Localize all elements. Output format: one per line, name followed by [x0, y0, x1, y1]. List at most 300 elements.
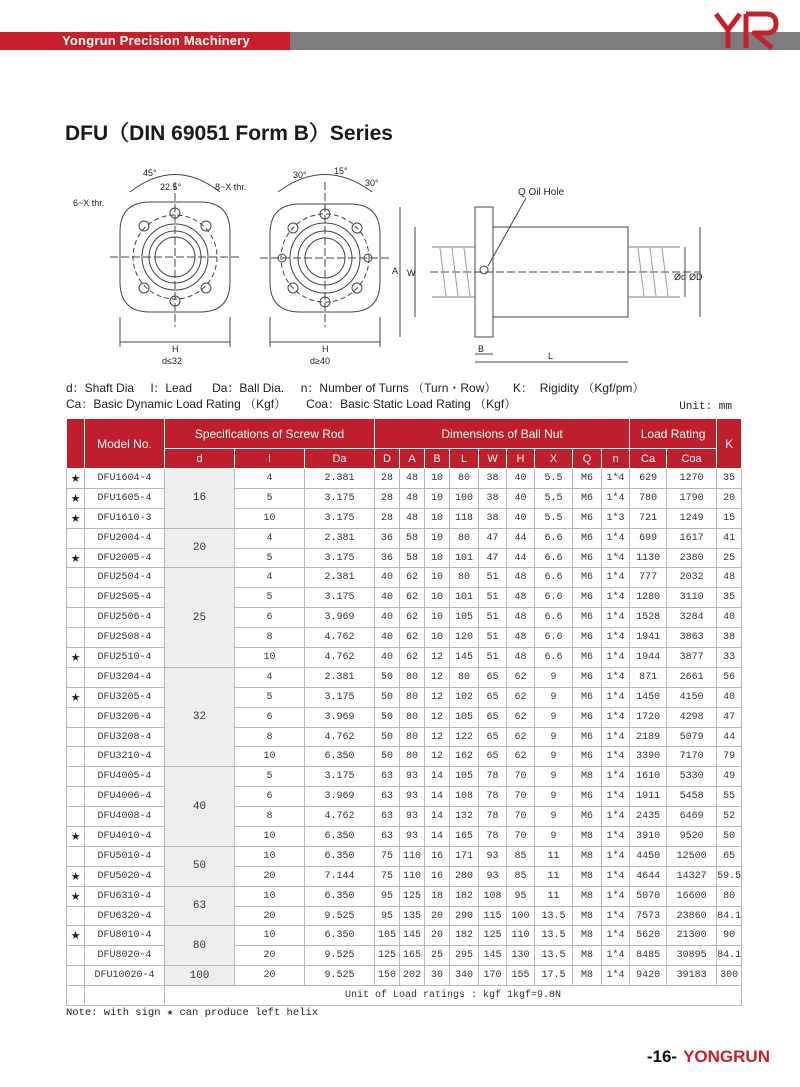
spec-cell: 1450: [630, 687, 667, 707]
spec-cell: 1944: [630, 648, 667, 668]
spec-cell: 80: [450, 469, 479, 489]
spec-cell: 80: [400, 747, 425, 767]
spec-cell: 36: [375, 528, 400, 548]
col-da: Da: [305, 449, 375, 469]
d-ge-40-label: d≥40: [310, 356, 330, 366]
spec-cell: 23860: [667, 906, 717, 926]
spec-cell: 50: [375, 727, 400, 747]
spec-cell: 1*4: [602, 787, 630, 807]
d-le-32-label: d≤32: [162, 356, 182, 366]
spec-cell: 1*4: [602, 548, 630, 568]
left-helix-star: ★: [67, 648, 85, 668]
spec-cell: 5620: [630, 926, 667, 946]
spec-cell: 93: [479, 866, 507, 886]
spec-cell: 25: [425, 946, 450, 966]
spec-cell: 65: [479, 667, 507, 687]
col-d: d: [165, 449, 235, 469]
spec-cell: 48: [400, 488, 425, 508]
col-n: n: [602, 449, 630, 469]
model-cell: DFU1610-3: [85, 508, 165, 528]
spec-cell: 10: [235, 648, 305, 668]
spec-cell: 10: [425, 568, 450, 588]
spec-cell: 85: [507, 846, 535, 866]
footer-brand: YONGRUN: [683, 1047, 770, 1066]
spec-cell: 11: [535, 846, 573, 866]
spec-cell: 1130: [630, 548, 667, 568]
model-cell: DFU2510-4: [85, 648, 165, 668]
spec-cell: 102: [450, 687, 479, 707]
spec-cell: 40: [717, 608, 742, 628]
spec-cell: 1790: [667, 488, 717, 508]
spec-cell: 48: [507, 608, 535, 628]
spec-cell: 78: [479, 827, 507, 847]
spec-table-body: [67, 469, 742, 986]
spec-cell: 63: [375, 767, 400, 787]
spec-cell: 2189: [630, 727, 667, 747]
spec-cell: 1*4: [602, 767, 630, 787]
spec-cell: 1610: [630, 767, 667, 787]
spec-cell: 780: [630, 488, 667, 508]
spec-cell: 721: [630, 508, 667, 528]
spec-cell: 10: [235, 846, 305, 866]
spec-cell: 28: [375, 508, 400, 528]
spec-cell: 340: [450, 966, 479, 986]
spec-cell: 84.1: [717, 946, 742, 966]
spec-cell: M8: [573, 966, 602, 986]
spec-cell: 30: [425, 966, 450, 986]
spec-cell: 12500: [667, 846, 717, 866]
technical-drawing: [60, 162, 740, 372]
spec-cell: 6.6: [535, 628, 573, 648]
spec-cell: 145: [450, 648, 479, 668]
spec-cell: 40: [507, 488, 535, 508]
spec-cell: 1911: [630, 787, 667, 807]
spec-cell: 80: [450, 667, 479, 687]
table-row: [67, 469, 742, 489]
spec-cell: 5: [235, 488, 305, 508]
spec-cell: 65: [479, 707, 507, 727]
spec-cell: M8: [573, 926, 602, 946]
model-cell: DFU5020-4: [85, 866, 165, 886]
angle-45: 45°: [143, 168, 157, 178]
angle-30-a: 30°: [293, 170, 307, 180]
spec-cell: M6: [573, 608, 602, 628]
spec-cell: 70: [507, 807, 535, 827]
spec-cell: 40: [375, 608, 400, 628]
shaft-dia-cell: 20: [165, 528, 235, 568]
spec-cell: 6: [235, 707, 305, 727]
spec-cell: 6.350: [305, 827, 375, 847]
star-header: [67, 419, 85, 469]
spec-cell: 9520: [667, 827, 717, 847]
spec-cell: 62: [507, 707, 535, 727]
spec-cell: 52: [717, 807, 742, 827]
table-row: [67, 846, 742, 866]
spec-cell: 28: [375, 488, 400, 508]
spec-cell: 93: [400, 827, 425, 847]
spec-cell: M6: [573, 807, 602, 827]
model-cell: DFU2508-4: [85, 628, 165, 648]
spec-cell: 1*4: [602, 608, 630, 628]
col-ca: Ca: [630, 449, 667, 469]
spec-cell: M6: [573, 568, 602, 588]
spec-cell: 11: [535, 866, 573, 886]
spec-cell: 10: [235, 926, 305, 946]
spec-cell: 20: [235, 866, 305, 886]
left-helix-star: [67, 946, 85, 966]
spec-cell: 280: [450, 866, 479, 886]
spec-cell: 38: [717, 628, 742, 648]
spec-cell: 51: [479, 628, 507, 648]
shaft-dia-cell: 16: [165, 469, 235, 529]
spec-cell: 35: [717, 588, 742, 608]
spec-cell: 1*4: [602, 568, 630, 588]
spec-cell: 51: [479, 608, 507, 628]
oil-hole-label: Q Oil Hole: [518, 187, 565, 198]
spec-cell: 2.381: [305, 528, 375, 548]
spec-cell: 1*4: [602, 628, 630, 648]
spec-cell: 3.175: [305, 687, 375, 707]
spec-cell: 9: [535, 707, 573, 727]
spec-cell: 3.969: [305, 707, 375, 727]
spec-cell: 3110: [667, 588, 717, 608]
spec-cell: 62: [400, 628, 425, 648]
model-cell: DFU1605-4: [85, 488, 165, 508]
col-d-nut: D: [375, 449, 400, 469]
spec-cell: 14: [425, 827, 450, 847]
left-helix-note: Note: with sign ★ can produce left helix: [66, 1007, 319, 1019]
spec-cell: M8: [573, 767, 602, 787]
spec-cell: 3.175: [305, 488, 375, 508]
model-cell: DFU5010-4: [85, 846, 165, 866]
load-rating-header: Load Rating: [630, 419, 717, 449]
spec-cell: 35: [717, 469, 742, 489]
model-cell: DFU8010-4: [85, 926, 165, 946]
spec-cell: 48: [507, 628, 535, 648]
model-cell: DFU4005-4: [85, 767, 165, 787]
spec-cell: 2.381: [305, 469, 375, 489]
spec-cell: 4: [235, 469, 305, 489]
spec-cell: 4.762: [305, 628, 375, 648]
spec-cell: 78: [479, 787, 507, 807]
spec-cell: 2032: [667, 568, 717, 588]
spec-cell: 39183: [667, 966, 717, 986]
spec-cell: 18: [425, 886, 450, 906]
spec-cell: M6: [573, 687, 602, 707]
spec-cell: 40: [375, 628, 400, 648]
left-helix-star: [67, 727, 85, 747]
spec-cell: 65: [479, 747, 507, 767]
model-cell: DFU3210-4: [85, 747, 165, 767]
spec-cell: 51: [479, 648, 507, 668]
spec-cell: 40: [375, 588, 400, 608]
model-cell: DFU4010-4: [85, 827, 165, 847]
spec-cell: 65: [479, 727, 507, 747]
spec-cell: 9: [535, 807, 573, 827]
spec-cell: 95: [375, 886, 400, 906]
left-helix-star: ★: [67, 866, 85, 886]
spec-cell: 14: [425, 767, 450, 787]
spec-cell: 14: [425, 807, 450, 827]
company-name: Yongrun Precision Machinery: [62, 33, 250, 48]
spec-cell: 80: [400, 707, 425, 727]
table-row: [67, 667, 742, 687]
spec-cell: 14327: [667, 866, 717, 886]
spec-cell: 170: [479, 966, 507, 986]
left-helix-star: [67, 807, 85, 827]
spec-cell: 4298: [667, 707, 717, 727]
spec-cell: 10: [425, 508, 450, 528]
dim-a-label: A: [392, 266, 399, 276]
spec-cell: 5: [235, 548, 305, 568]
left-helix-star: [67, 588, 85, 608]
spec-cell: 7573: [630, 906, 667, 926]
spec-cell: 629: [630, 469, 667, 489]
spec-cell: 6.6: [535, 528, 573, 548]
spec-cell: 108: [479, 886, 507, 906]
spec-cell: 118: [450, 508, 479, 528]
spec-cell: 10: [425, 528, 450, 548]
spec-cell: 50: [375, 667, 400, 687]
spec-cell: M6: [573, 787, 602, 807]
spec-cell: 59.5: [717, 866, 742, 886]
legend-line-2: Ca：Basic Dynamic Load Rating （Kgf） Coa：Basic Static Load Rating （Kgf）: [66, 397, 517, 411]
spec-cell: M8: [573, 827, 602, 847]
model-cell: DFU3206-4: [85, 707, 165, 727]
spec-cell: 5: [235, 767, 305, 787]
spec-cell: 62: [507, 747, 535, 767]
spec-cell: 20: [235, 946, 305, 966]
flange-view-large: [260, 175, 390, 348]
spec-cell: 295: [450, 946, 479, 966]
spec-cell: 49: [717, 767, 742, 787]
spec-cell: 93: [400, 807, 425, 827]
spec-cell: 5.5: [535, 508, 573, 528]
spec-cell: 1941: [630, 628, 667, 648]
spec-cell: 30895: [667, 946, 717, 966]
model-cell: DFU4008-4: [85, 807, 165, 827]
col-a: A: [400, 449, 425, 469]
spec-cell: 8: [235, 727, 305, 747]
spec-cell: 62: [400, 568, 425, 588]
spec-cell: 36: [375, 548, 400, 568]
spec-cell: M6: [573, 667, 602, 687]
spec-cell: 1270: [667, 469, 717, 489]
model-cell: DFU1604-4: [85, 469, 165, 489]
spec-cell: 12: [425, 707, 450, 727]
spec-cell: 2435: [630, 807, 667, 827]
spec-cell: 10: [425, 548, 450, 568]
spec-cell: 2.381: [305, 568, 375, 588]
left-helix-star: ★: [67, 469, 85, 489]
spec-cell: 47: [479, 528, 507, 548]
spec-cell: 101: [450, 548, 479, 568]
shaft-dia-cell: 80: [165, 926, 235, 966]
spec-cell: 777: [630, 568, 667, 588]
spec-cell: 182: [450, 886, 479, 906]
spec-cell: 58: [400, 548, 425, 568]
spec-cell: 6.6: [535, 608, 573, 628]
spec-cell: 14: [425, 787, 450, 807]
left-helix-star: [67, 966, 85, 986]
spec-cell: 20: [425, 926, 450, 946]
left-helix-star: [67, 528, 85, 548]
spec-cell: 1*3: [602, 508, 630, 528]
spec-cell: 50: [717, 827, 742, 847]
spec-cell: 93: [400, 787, 425, 807]
left-helix-star: ★: [67, 488, 85, 508]
spec-cell: 9: [535, 667, 573, 687]
spec-cell: 4.762: [305, 807, 375, 827]
left-helix-star: [67, 747, 85, 767]
nut-side-view: [400, 198, 700, 362]
spec-cell: M6: [573, 648, 602, 668]
spec-cell: 12: [425, 727, 450, 747]
left-helix-star: [67, 707, 85, 727]
spec-cell: 4: [235, 568, 305, 588]
spec-cell: 4450: [630, 846, 667, 866]
left-helix-star: ★: [67, 508, 85, 528]
spec-cell: 20: [425, 906, 450, 926]
spec-cell: 10: [235, 827, 305, 847]
footer-spacer: [67, 986, 85, 1006]
spec-cell: 80: [450, 568, 479, 588]
spec-cell: 105: [450, 608, 479, 628]
thread-label-6x: 6~X thr.: [73, 198, 105, 208]
col-q: Q: [573, 449, 602, 469]
spec-cell: 70: [507, 787, 535, 807]
left-helix-star: ★: [67, 827, 85, 847]
spec-cell: 1*4: [602, 886, 630, 906]
left-helix-star: ★: [67, 687, 85, 707]
spec-cell: 108: [450, 787, 479, 807]
model-cell: DFU3205-4: [85, 687, 165, 707]
model-cell: DFU10020-4: [85, 966, 165, 986]
spec-cell: 182: [450, 926, 479, 946]
spec-cell: 7170: [667, 747, 717, 767]
model-cell: DFU4006-4: [85, 787, 165, 807]
spec-cell: 105: [450, 767, 479, 787]
k-header: K: [717, 419, 742, 469]
table-row: [67, 528, 742, 548]
spec-cell: 3.175: [305, 767, 375, 787]
spec-cell: 105: [375, 926, 400, 946]
spec-cell: 6.350: [305, 926, 375, 946]
legend-line-1: d：Shaft Dia l：Lead Da：Ball Dia. n：Number of Turns （Turn・Row） K： Rigidity （Kgf/pm）: [66, 381, 645, 395]
spec-cell: 3.175: [305, 548, 375, 568]
spec-cell: 4: [235, 667, 305, 687]
page-footer: [647, 1047, 770, 1067]
left-helix-star: [67, 846, 85, 866]
spec-cell: 15: [717, 508, 742, 528]
angle-15: 15°: [334, 166, 348, 176]
spec-cell: 70: [507, 767, 535, 787]
spec-cell: M6: [573, 508, 602, 528]
spec-cell: 120: [450, 628, 479, 648]
spec-cell: 4150: [667, 687, 717, 707]
spec-cell: 12: [425, 687, 450, 707]
spec-cell: 125: [479, 926, 507, 946]
dim-l-label: L: [548, 351, 554, 361]
left-helix-star: [67, 628, 85, 648]
spec-cell: 12: [425, 747, 450, 767]
col-coa: Coa: [667, 449, 717, 469]
spec-cell: 699: [630, 528, 667, 548]
spec-cell: 16: [425, 866, 450, 886]
spec-cell: 5079: [667, 727, 717, 747]
spec-cell: 63: [375, 827, 400, 847]
spec-cell: 6.6: [535, 568, 573, 588]
spec-cell: 1*4: [602, 906, 630, 926]
model-cell: DFU2506-4: [85, 608, 165, 628]
spec-cell: 78: [479, 767, 507, 787]
spec-cell: 105: [450, 707, 479, 727]
spec-cell: 9: [535, 727, 573, 747]
spec-cell: 48: [507, 648, 535, 668]
spec-cell: 3877: [667, 648, 717, 668]
spec-table: [66, 418, 742, 1006]
spec-cell: 63: [375, 787, 400, 807]
spec-cell: 4: [235, 528, 305, 548]
table-row: [67, 568, 742, 588]
spec-cell: 1*4: [602, 528, 630, 548]
model-cell: DFU3208-4: [85, 727, 165, 747]
dim-d-big-label: ØD: [689, 272, 703, 282]
shaft-dia-cell: 25: [165, 568, 235, 667]
spec-cell: 25: [717, 548, 742, 568]
spec-cell: 132: [450, 807, 479, 827]
spec-cell: 58: [400, 528, 425, 548]
table-row: [67, 926, 742, 946]
spec-cell: 12: [425, 648, 450, 668]
spec-cell: 1*4: [602, 946, 630, 966]
spec-cell: 6: [235, 787, 305, 807]
spec-cell: 2380: [667, 548, 717, 568]
spec-cell: 13.5: [535, 946, 573, 966]
spec-cell: 40: [507, 469, 535, 489]
spec-cell: 9: [535, 827, 573, 847]
col-x: X: [535, 449, 573, 469]
h-label-large: H: [322, 344, 329, 354]
spec-cell: 13.5: [535, 926, 573, 946]
spec-cell: 130: [507, 946, 535, 966]
spec-cell: 6: [235, 608, 305, 628]
left-helix-star: [67, 568, 85, 588]
spec-cell: 10: [425, 628, 450, 648]
spec-cell: 85: [507, 866, 535, 886]
spec-cell: 28: [375, 469, 400, 489]
spec-cell: 6.350: [305, 846, 375, 866]
spec-cell: 8485: [630, 946, 667, 966]
spec-cell: 48: [717, 568, 742, 588]
spec-cell: 3390: [630, 747, 667, 767]
spec-cell: 38: [479, 508, 507, 528]
spec-cell: 5330: [667, 767, 717, 787]
model-header: Model No.: [85, 419, 165, 469]
spec-cell: 80: [450, 528, 479, 548]
spec-cell: 95: [375, 906, 400, 926]
spec-cell: 5070: [630, 886, 667, 906]
spec-cell: 9.525: [305, 906, 375, 926]
spec-cell: 16600: [667, 886, 717, 906]
shaft-dia-cell: 32: [165, 667, 235, 766]
spec-cell: 300: [717, 966, 742, 986]
spec-cell: 79: [717, 747, 742, 767]
spec-cell: 165: [400, 946, 425, 966]
spec-cell: 1*4: [602, 926, 630, 946]
spec-cell: 145: [479, 946, 507, 966]
shaft-dia-cell: 50: [165, 846, 235, 886]
